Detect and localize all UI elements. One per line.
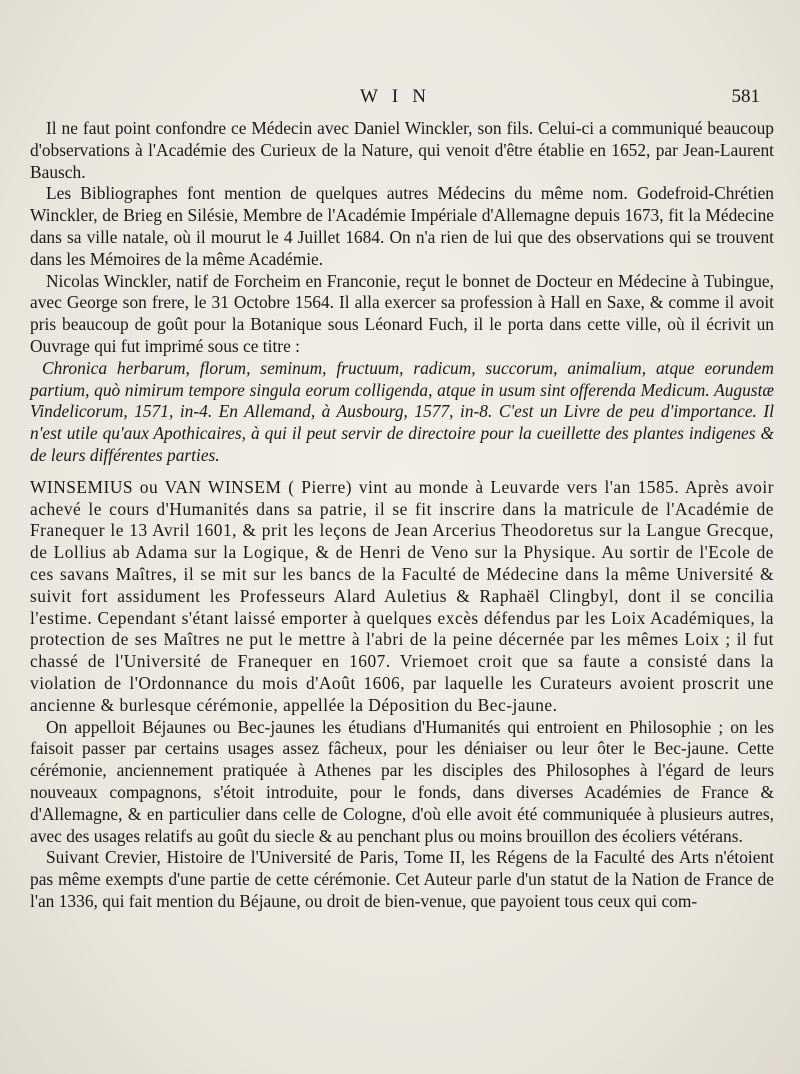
paragraph-daniel-winckler: Il ne faut point confondre ce Médecin avec Daniel Winckler, son fils. Celui-ci a communiqué beaucoup d'observations à l'Académie des Curieux de la Nature, qui venoit d'être établie en 1652, par Jean-Laurent Bausch. [30,118,774,182]
page-number: 581 [731,86,760,107]
paragraph-nicolas-winckler: Nicolas Winckler, natif de Forcheim en Franconie, reçut le bonnet de Docteur en Médecine à Tubingue, avec George son frere, le 31 Octobre 1564. Il alla exercer sa profession à Hall en Saxe, & comme il avoit pris beaucoup de goût pour la Botanique sous Léonard Fuch, il le porta dans cette ville, où il écrivit un Ouvrage qui fut imprimé sous ce titre : [30,270,774,356]
paragraph-other-physicians: Les Bibliographes font mention de quelques autres Médecins du même nom. Godefroid-Chrétien Winckler, de Brieg en Silésie, Membre de l'Académie Impériale d'Allemagne depuis 1673, fit la Médecine dans sa ville natale, où il mourut le 4 Juillet 1684. On n'a rien de lui que des observations qui se trouvent dans les Mémoires de la même Académie. [30,183,774,269]
entry-winsemius: WINSEMIUS ou VAN WINSEM ( Pierre) vint au monde à Leuvarde vers l'an 1585. Après avoir achevé le cours d'Humanités dans sa patrie, il se fit inscrire dans la matricule de l'Académie de Franequer le 13 Avril 1601, & prit les leçons de Jean Arcerius Theodoretus sur la Langue Grecque, de Lollius ab Adama sur la Logique, & de Henri de Veno sur la Physique. Au sortir de l'Ecole de ces savans Maîtres, il se mit sur les bancs de la Faculté de Médecine dans la même Université & suivit fort assidument les Professeurs Alard Auletius & Raphaël Clingbyl, dont il se concilia l'estime. Cependant s'étant laissé emporter à quelques excès défendus par les Loix Académiques, la protection de ses Maîtres ne put le mettre à l'abri de la peine décernée par les mêmes Loix ; il fut chassé de l'Université de Franequer en 1607. Vriemoet croit que sa faute a consisté dans la violation de l'Ordonnance du mois d'Août 1606, par laquelle les Curateurs avoient proscrit une ancienne & burlesque cérémonie, appellée la Déposition du Bec-jaune. [30,476,774,715]
paragraph-bejaunes: On appelloit Béjaunes ou Bec-jaunes les étudians d'Humanités qui entroient en Philosophie ; on les faisoit passer par certains usages assez fâcheux, pour les déniaiser ou leur ôter le Bec-jaune. Cette cérémonie, anciennement pratiquée à Athenes par les disciples des Philosophes à l'égard de leurs nouveaux compagnons, s'étoit introduite, pour le fonds, dans diverses Académies de France & d'Allemagne, & en particulier dans celle de Cologne, d'où elle avoit été communiquée à plusieurs autres, avec des usages relatifs au goût du siecle & au penchant plus ou moins brouillon des écoliers vétérans. [30,716,774,846]
page-header [0,86,800,116]
body-text [30,118,774,913]
paragraph-crevier: Suivant Crevier, Histoire de l'Université de Paris, Tome II, les Régens de la Faculté des Arts n'étoient pas même exempts d'une partie de cette cérémonie. Cet Auteur parle d'un statut de la Nation de France de l'an 1336, qui fait mention du Béjaune, ou droit de bien-venue, que payoient tous ceux qui com- [30,847,774,911]
paragraph-chronica-title: Chronica herbarum, florum, seminum, fructuum, radicum, succorum, animalium, atque eorundem partium, quò nimirum tempore singula eorum colligenda, atque in usum sint offerenda Medicum. Augustæ Vindelicorum, 1571, in-4. En Allemand, à Ausbourg, 1577, in-8. C'est un Livre de peu d'importance. Il n'est utile qu'aux Apothicaires, à qui il peut servir de directoire pour la cueillette des plantes indigenes & de leurs différentes parties. [30,357,774,465]
running-head: WIN [360,86,440,107]
